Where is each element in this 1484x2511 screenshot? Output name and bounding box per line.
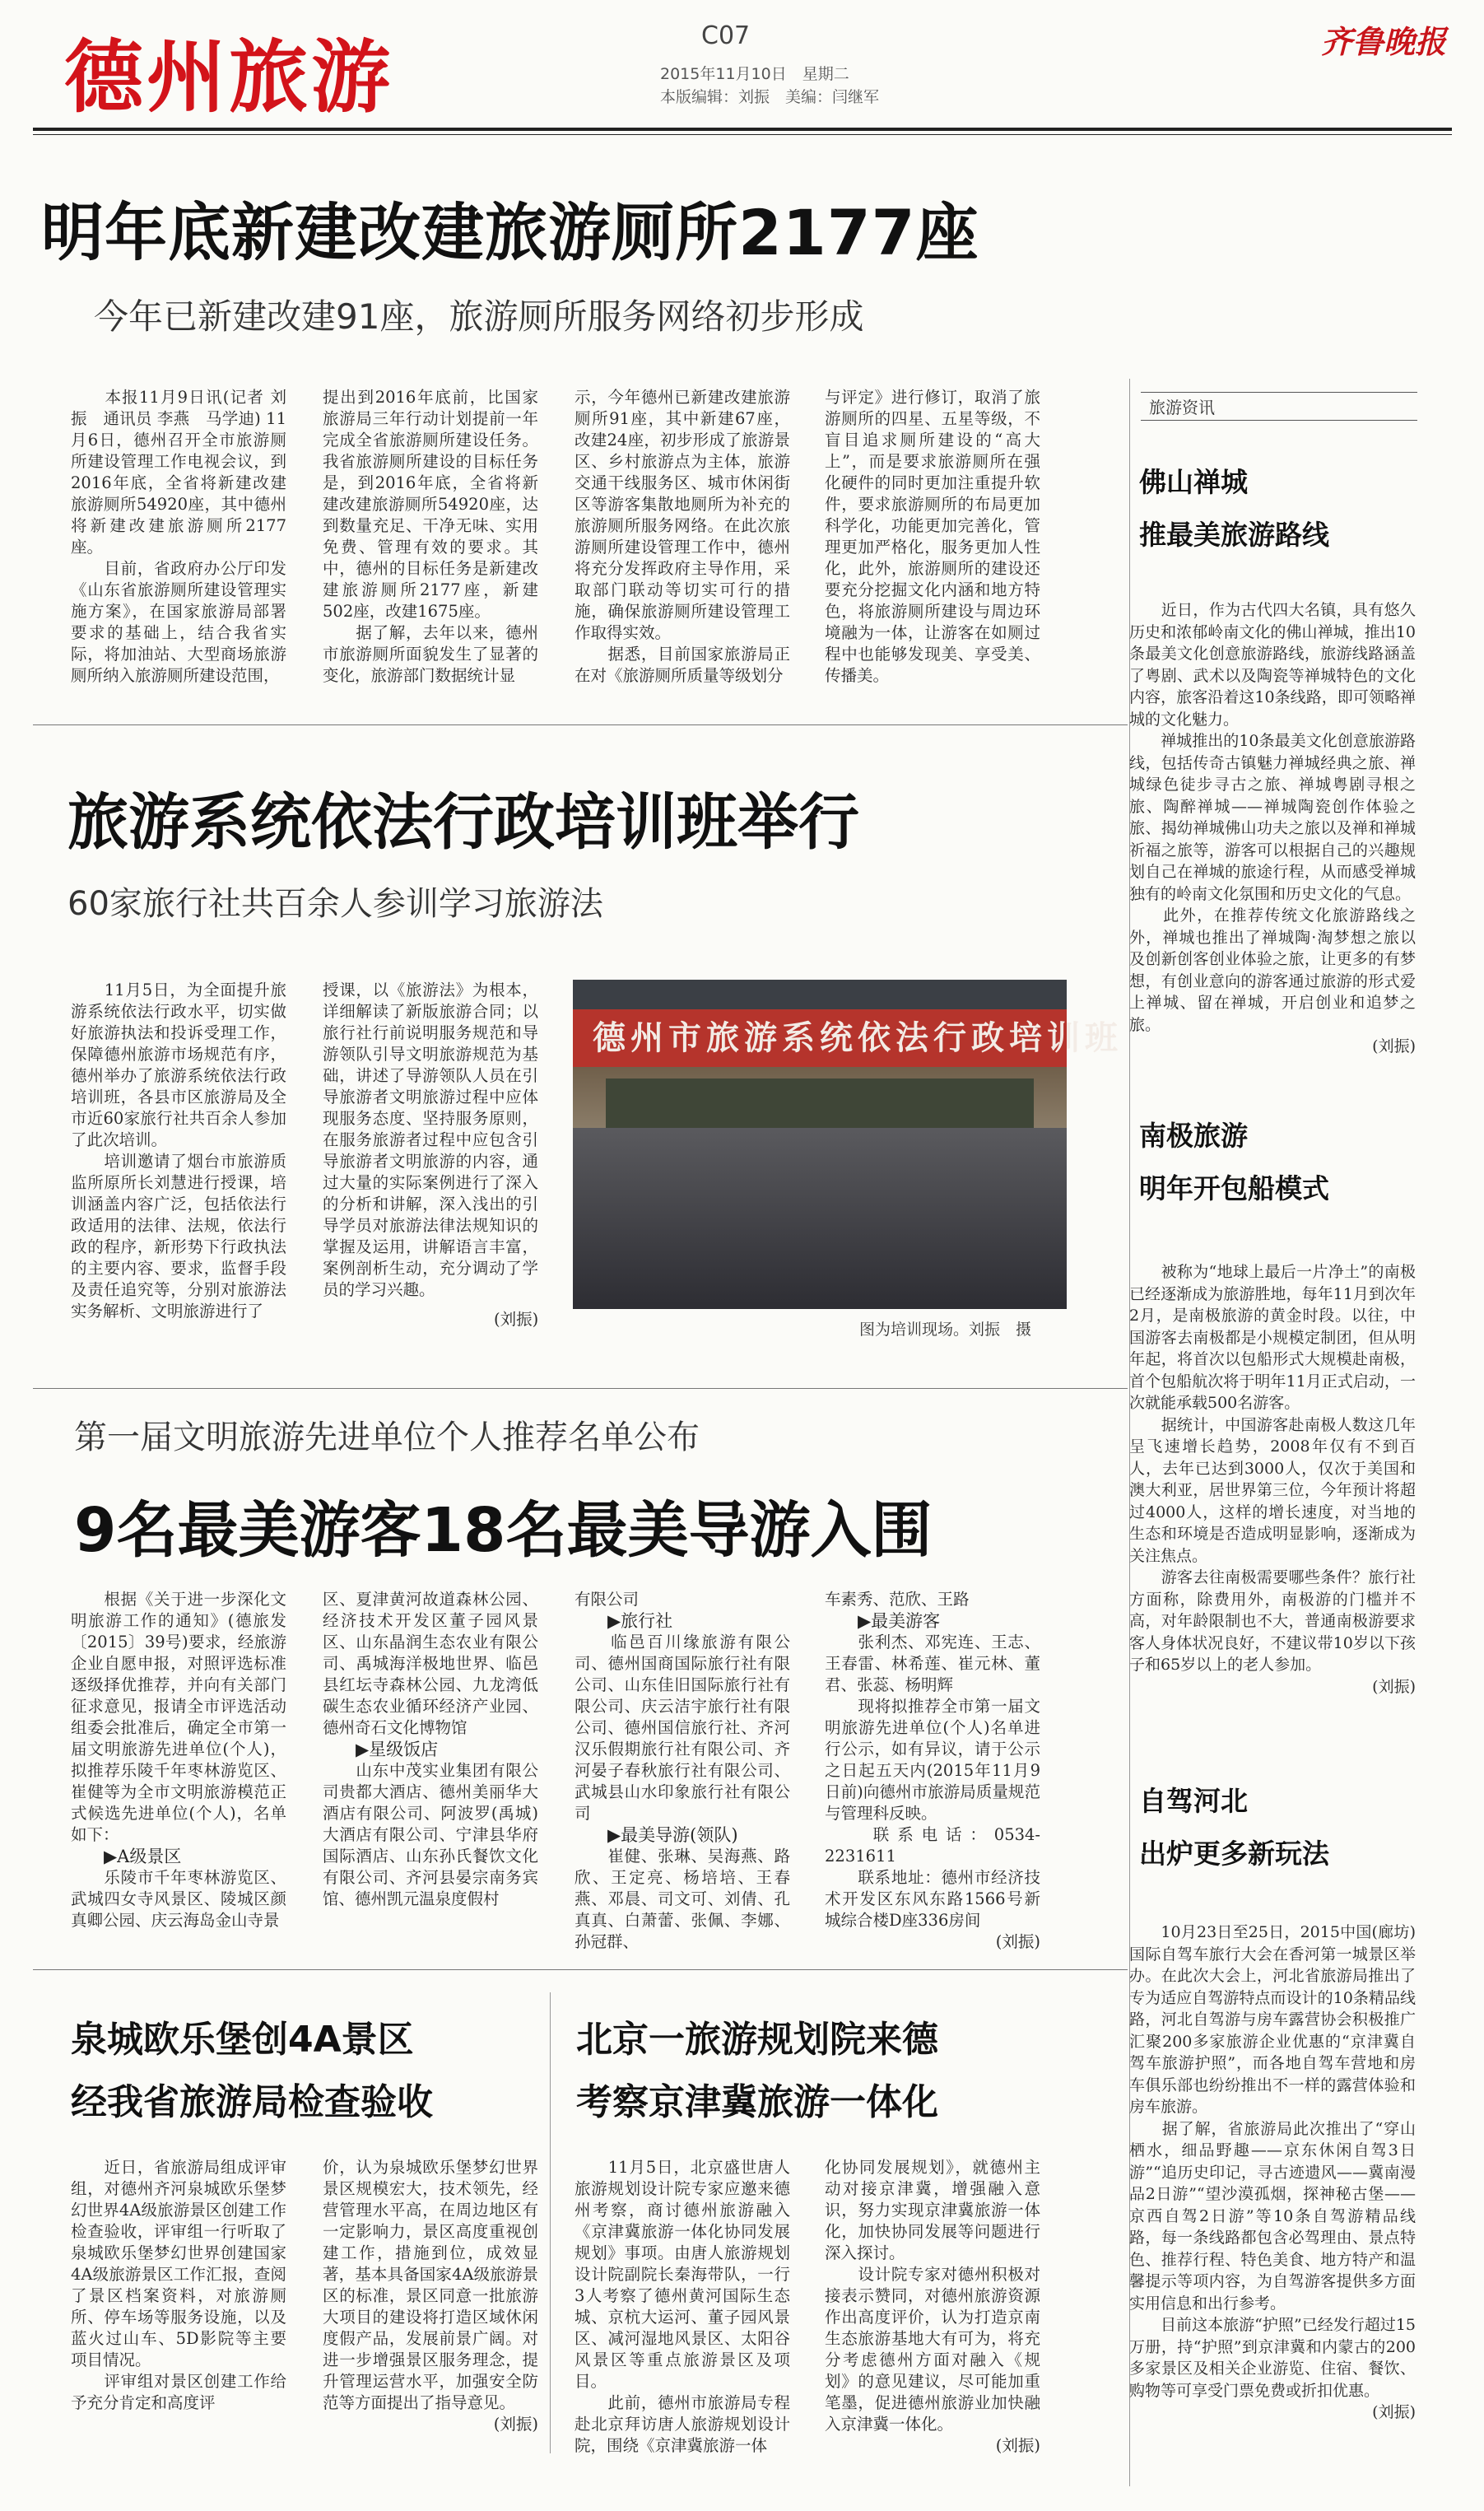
article2-col2: 授课，以《旅游法》为根本，详细解读了新版旅游合同；以旅行社行前说明服务规范和导游领队引导文明旅游规范为基础，讲述了导游领队人员在引导旅游者文明旅游过程中应体现服务态度、坚持服务原则，在服务旅游者过程中应包含引导旅游者文明旅游的内容，通过大量的实际案例进行了深入的分析和讲解，深入浅出的引导学员对旅游法律法规知识的掌握及运用，讲解语言丰富，案例剖析生动，充分调动了学员的学习兴趣。 [323, 981, 538, 1299]
photo-stage [606, 1078, 1034, 1128]
article3-col3-body2: 崔健、张琳、吴海燕、路欣、王定亮、杨培培、王春燕、邓晨、司文可、刘倩、孔真真、白萧蕾、张佩、李娜、孙冠群、 [575, 1847, 790, 1951]
article3-col1 [71, 1589, 286, 1931]
category-tag: ▶最美导游(领队) [607, 1825, 738, 1845]
article5-headline-line2: 考察京津冀旅游一体化 [576, 2081, 938, 2123]
category-tag: ▶最美游客 [858, 1611, 941, 1631]
article5-headline [576, 2009, 938, 2134]
article1-subhead: 今年已新建改建91座，旅游厕所服务网络初步形成 [94, 296, 864, 337]
article4-col2 [323, 2157, 538, 2435]
article3-kicker: 第一届文明旅游先进单位个人推荐名单公布 [74, 1419, 700, 1456]
article3-col1-text: 根据《关于进一步深化文明旅游工作的通知》(德旅发〔2015〕39号)要求，经旅游企业自愿申报，对照评选标准逐级择优推荐，并向有关部门征求意见，报请全市评选活动组委会批准后，确定全市第一届文明旅游先进单位(个人)，拟推荐乐陵千年枣林游览区、崔健等为全市文明旅游模范正式候选先进单位(个人)，名单如下： [71, 1590, 286, 1844]
article3-col4-text: 车素秀、范欣、王路 [825, 1590, 970, 1609]
article3-col3-body1: 临邑百川缘旅游有限公司、德州国商国际旅行社有限公司、山东佳旧国际旅行社有限公司、庆云洁宇旅行社有限公司、德州国信旅行社、齐河汉乐假期旅行社有限公司、齐河晏子春秋旅行社有限公司、武城县山水印象旅行社有限公司 [575, 1633, 790, 1823]
section-title: 德州旅游 [64, 31, 393, 123]
article5-col2-text: 化协同发展规划》，就德州主动对接京津冀，增强融入意识，努力实现京津冀旅游一体化，加快协同发展等问题进行深入探讨。 设计院专家对德州积极对接表示赞同，对德州旅游资源作出高度评价，认为打造京南生态旅游基地大有可为，将充分考虑德州方面对融入《规划》的意见建议，尽可能加重笔墨，促进德州旅游业加快融入京津冀一体化。 [825, 2158, 1040, 2434]
sidebar-item3-title-line1: 自驾河北 [1139, 1785, 1248, 1817]
article5-col2 [825, 2157, 1040, 2457]
article3-headline: 9名最美游客18名最美导游入围 [74, 1495, 933, 1566]
article3-col2-text: 区、夏津黄河故道森林公园、经济技术开发区董子园风景区、山东晶润生态农业有限公司、禹城海洋极地世界、临邑县红坛寺森林公园、九龙湾低碳生态农业循环经济产业园、德州奇石文化博物馆 [323, 1590, 538, 1737]
article2-sign: (刘振) [494, 1310, 539, 1329]
article3-col3-text: 有限公司 [575, 1590, 640, 1609]
article4-headline-line2: 经我省旅游局检查验收 [71, 2081, 433, 2123]
sidebar-item2-title-line1: 南极旅游 [1139, 1120, 1248, 1152]
article2-col1: 11月5日，为全面提升旅游系统依法行政水平，切实做好旅游执法和投诉受理工作，保障德州旅游市场规范有序，德州举办了旅游系统依法行政培训班，各县市区旅游局及全市近60家旅行社共百余人参加了此次培训。 培训邀请了烟台市旅游质监所原所长刘慧进行授课，培训涵盖内容广泛，包括依法行政适用的法律、法规，依法行政的程序，新形势下行政执法的主要内容、要求，监督手段及责任追究等，分别对旅游法实务解析、文明旅游进行了 [71, 981, 286, 1321]
training-photo [573, 980, 1123, 1309]
sidebar-item3-title [1139, 1775, 1329, 1880]
sidebar-item3-sign: (刘振) [1372, 2403, 1416, 2421]
column-divider [550, 1992, 551, 2453]
article3-col3 [575, 1589, 790, 1953]
photo-banner-text: 德州市旅游系统依法行政培训班 [573, 1009, 1067, 1067]
sidebar-item1-title-line1: 佛山禅城 [1139, 466, 1248, 498]
category-tag: ▶A级景区 [104, 1847, 182, 1866]
section-divider [33, 724, 1128, 725]
sidebar-label-rule [1141, 392, 1417, 421]
newspaper-logo: 齐鲁晚报 [1320, 23, 1446, 60]
article1-col3: 示，今年德州已新建改建旅游厕所91座，其中新建67座，改建24座，初步形成了旅游景区、乡村旅游点为主体，旅游交通干线服务区、城市休闲街区等游客集散地厕所为补充的旅游厕所服务网络。在此次旅游厕所建设管理工作中，德州将充分发挥政府主导作用，采取部门联动等切实可行的措施，确保旅游厕所建设管理工作取得实效。 据悉，目前国家旅游局正在对《旅游厕所质量等级划分 [575, 388, 790, 685]
article2-headline: 旅游系统依法行政培训班举行 [67, 787, 859, 858]
article5-sign: (刘振) [995, 2436, 1040, 2455]
sidebar-item2-title-line2: 明年开包船模式 [1139, 1172, 1329, 1204]
masthead-rule-thin [33, 134, 1452, 135]
article5-col1: 11月5日，北京盛世唐人旅游规划设计院专家应邀来德州考察，商讨德州旅游融入《京津冀旅游一体化协同发展规划》事项。由唐人旅游规划设计院副院长秦海带队，一行3人考察了德州黄河国际生态城、京杭大运河、董子园风景区、减河湿地风景区、太阳谷风景区等重点旅游景区及项目。 此前，德州市旅游局专程赴北京拜访唐人旅游规划设计院，围绕《京津冀旅游一体 [575, 2158, 790, 2455]
sidebar-item1-sign: (刘振) [1372, 1037, 1416, 1055]
article3-col4-body: 张利杰、邓宪连、王志、王春雷、林希莲、崔元林、董君、张蕊、杨明辉 现将拟推荐全市第一届文明旅游先进单位(个人)名单进行公示，如有异议，请于公示之日起五天内(2015年11月9日前)向德州市旅游局质量规范与管理科反映。 联系电话：0534-2231611 联系地址：德州市经济技术开发区东风东路1566号新城综合楼D座336房间 [825, 1633, 1040, 1930]
article1-col1: 本报11月9日讯(记者 刘振 通讯员 李燕 马学迪) 11月6日，德州召开全市旅游厕所建设管理工作电视会议，到2016年底，全省将新建改建旅游厕所54920座，其中德州将新建改建旅游厕所2177座。 目前，省政府办公厅印发《山东省旅游厕所建设管理实施方案》，在国家旅游局部署要求的基础上，结合我省实际，将加油站、大型商场旅游厕所纳入旅游厕所建设范围， [71, 388, 286, 685]
section-divider [33, 1969, 1128, 1970]
article4-headline [71, 2009, 433, 2134]
sidebar-item1 [1129, 599, 1416, 1058]
sidebar-item2-sign: (刘振) [1372, 1677, 1416, 1696]
category-tag: ▶旅行社 [607, 1611, 673, 1631]
photo-caption: 图为培训现场。刘振 摄 [859, 1321, 1032, 1339]
article1-headline: 明年底新建改建旅游厕所2177座 [41, 196, 979, 269]
article5-headline-line1: 北京一旅游规划院来德 [576, 2019, 938, 2061]
masthead-rule [33, 128, 1452, 131]
sidebar-item3 [1129, 1922, 1416, 2424]
page-number: C07 [701, 21, 751, 50]
article3-col2-tail: 山东中茂实业集团有限公司贵都大酒店、德州美丽华大酒店有限公司、阿波罗(禹城)大酒店有限公司、宁津县华府国际酒店、山东孙氏餐饮文化有限公司、齐河县晏宗南务宾馆、德州凯元温泉度假村 [323, 1761, 538, 1908]
article3-col2 [323, 1589, 538, 1910]
sidebar-item1-title [1139, 456, 1329, 561]
article4-col1: 近日，省旅游局组成评审组，对德州齐河泉城欧乐堡梦幻世界4A级旅游景区创建工作检查验收，评审组一行听取了泉城欧乐堡梦幻世界创建国家4A级旅游景区工作汇报，查阅了景区档案资料，对旅游厕所、停车场等服务设施，以及蓝火过山车、5D影院等主要项目情况。 评审组对景区创建工作给予充分肯定和高度评 [71, 2158, 286, 2412]
sidebar-label-box [1141, 392, 1417, 421]
sidebar-item1-title-line2: 推最美旅游路线 [1139, 519, 1329, 551]
sidebar-item3-title-line2: 出炉更多新玩法 [1139, 1838, 1329, 1870]
sidebar-label: 旅游资讯 [1149, 398, 1215, 417]
article1-col2: 提出到2016年底前，比国家旅游局三年行动计划提前一年完成全省旅游厕所建设任务。我省旅游厕所建设的目标任务是，到2016年底，全省将新建改建旅游厕所54920座，达到数量充足、干净无味、实用免费、管理有效的要求。其中，德州的目标任务是新建改建旅游厕所2177座，新建502座，改建1675座。 据了解，去年以来，德州市旅游厕所面貌发生了显著的变化，旅游部门数据统计显 [323, 388, 538, 685]
article1-col4: 与评定》进行修订，取消了旅游厕所的四星、五星等级，不盲目追求厕所建设的“高大上”，而是要求旅游厕所在强化硬件的同时更加注重提升软件，要求旅游厕所的布局更加科学化，功能更加完善化，管理更加严格化，服务更加人性化，此外，旅游厕所的建设还要充分挖掘文化内涵和地方特色，将旅游厕所建设与周边环境融为一体，让游客在如厕过程中也能够发现美、享受美、传播美。 [825, 388, 1040, 685]
sidebar-item3-body: 10月23日至25日，2015中国(廊坊)国际自驾车旅行大会在香河第一城景区举办。在此次大会上，河北省旅游局推出了专为适应自驾游特点而设计的10条精品线路，河北自驾游与房车露营协会积极推广汇聚200多家旅游企业优惠的“京津冀自驾车旅游护照”，而各地自驾车营地和房车俱乐部也纷纷推出不一样的露营体验和房车旅游。 据了解，省旅游局此次推出了“穿山栖水，细品野趣——京东休闲自驾3日游”“追历史印记，寻古迹遗风——冀南漫品2日游”“望沙漠孤烟，探神秘古堡——京西自驾2日游”等10条自驾游精品线路，每一条线路都包含必驾理由、景点特色、推荐行程、特色美食、地方特产和温馨提示等项内容，为自驾游客提供多方面实用信息和出行参考。 目前这本旅游“护照”已经发行超过15万册，持“护照”到京津冀和内蒙古的200多家景区及相关企业游览、住宿、餐饮、购物等可享受门票免费或折扣优惠。 [1129, 1923, 1416, 2400]
issue-date: 2015年11月10日 星期二 [660, 65, 849, 83]
article3-sign: (刘振) [995, 1932, 1040, 1951]
article2-subhead: 60家旅行社共百余人参训学习旅游法 [67, 885, 603, 923]
article4-col2-text: 价，认为泉城欧乐堡梦幻世界景区规模宏大，技术领先，经营管理水平高，在周边地区有一定影响力，景区高度重视创建工作，措施到位，成效显著，基本具备国家4A级旅游景区的标准，景区同意一批旅游大项目的建设将打造区域休闲度假产品，发展前景广阔。对进一步增强景区服务理念，提升管理运营水平，加强安全防范等方面提出了指导意见。 [323, 2158, 538, 2412]
issue-meta [660, 63, 879, 109]
sidebar-item2-body: 被称为“地球上最后一片净土”的南极已经逐渐成为旅游胜地，每年11月到次年2月，是南极旅游的黄金时段。以往，中国游客去南极都是小规模定制团，但从明年起，将首次以包船形式大规模赴南极，首个包船航次将于明年11月正式启动，一次就能承载500名游客。 据统计，中国游客赴南极人数这几年呈飞速增长趋势，2008年仅有不到百人，去年已达到3000人，仅次于美国和澳大利亚，居世界第三位，今年预计将超过4000人，这样的增长速度，对当地的生态和环境是否造成明显影响，逐渐成为关注焦点。 游客去往南极需要哪些条件？旅行社方面称，除费用外，南极游的门槛并不高，对年龄限制也不大，普通南极游要求客人身体状况良好，不建议带10岁以下孩子和65岁以上的老人参加。 [1129, 1263, 1416, 1674]
article3-col1-tail: 乐陵市千年枣林游览区、武城四女寺风景区、陵城区颜真卿公园、庆云海岛金山寺景 [71, 1868, 286, 1930]
section-divider [33, 1388, 1128, 1389]
article3-col4 [825, 1589, 1040, 1953]
category-tag: ▶星级饭店 [356, 1740, 439, 1759]
sidebar-item2 [1129, 1261, 1416, 1698]
article4-headline-line1: 泉城欧乐堡创4A景区 [71, 2019, 414, 2061]
article4-sign: (刘振) [493, 2415, 538, 2434]
sidebar-item1-body: 近日，作为古代四大名镇，具有悠久历史和浓郁岭南文化的佛山禅城，推出10条最美文化创意旅游路线，旅游线路涵盖了粤剧、武术以及陶瓷等禅城特色的文化内容，旅客沿着这10条线路，即可领略禅城的文化魅力。 禅城推出的10条最美文化创意旅游路线，包括传奇古镇魅力禅城经典之旅、禅城绿色徒步寻古之旅、禅城粤剧寻根之旅、陶醉禅城——禅城陶瓷创作体验之旅、揭幼禅城佛山功夫之旅以及禅和禅城祈福之旅等，游客可以根据自己的兴趣规划自己在禅城的旅途行程，从而感受禅城独有的岭南文化氛围和历史文化的气息。 此外，在推荐传统文化旅游路线之外，禅城也推出了禅城陶·淘梦想之旅以及创新创客创业体验之旅，让更多的有梦想，有创业意向的游客通过旅游的形式爱上禅城、留在禅城，开启创业和追梦之旅。 [1129, 601, 1416, 1034]
sidebar-item2-title [1139, 1110, 1329, 1215]
editors-line: 本版编辑：刘振 美编：闫继军 [660, 88, 880, 106]
